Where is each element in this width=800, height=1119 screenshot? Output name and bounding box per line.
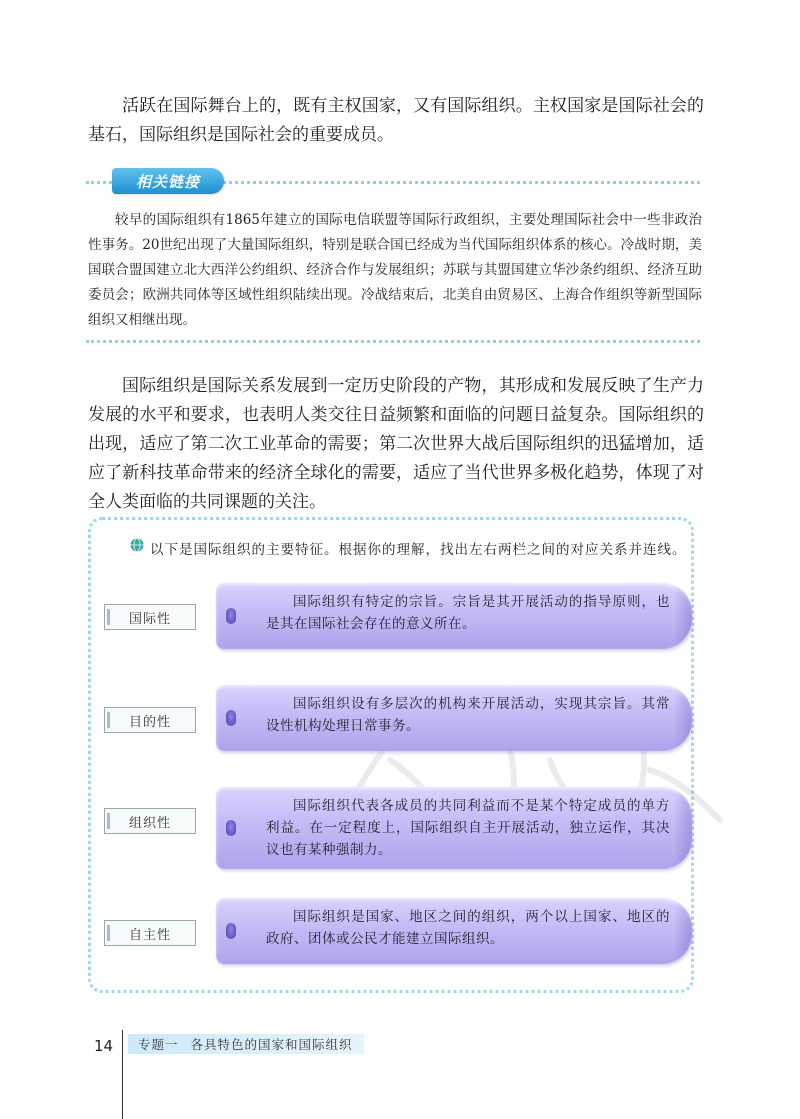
feature-box-purpose[interactable] xyxy=(104,707,196,733)
connector-dot-icon xyxy=(226,608,236,624)
related-link-label: 相关链接 xyxy=(112,168,224,194)
description-text: 国际组织是国家、地区之间的组织，两个以上国家、地区的政府、团体或公民才能建立国际组织。 xyxy=(266,909,670,947)
connector-dot-icon xyxy=(226,923,236,939)
footer-divider xyxy=(122,1030,123,1119)
page-number: 14 xyxy=(94,1037,114,1055)
footer-chapter-band xyxy=(128,1034,364,1054)
footer-topic: 专题一 xyxy=(138,1037,179,1052)
feature-box-autonomy[interactable] xyxy=(104,920,196,946)
connector-dot-icon xyxy=(226,820,236,836)
feature-bar xyxy=(107,712,110,728)
description-text: 国际组织代表各成员的共同利益而不是某个特定成员的单方利益。在一定程度上，国际组织自主开展活动，独立运作，其决议也有某种强制力。 xyxy=(266,798,670,858)
intro-paragraph: 活跃在国际舞台上的，既有主权国家，又有国际组织。主权国家是国际社会的基石，国际组织是国际社会的重要成员。 xyxy=(88,96,704,145)
description-card-1[interactable] xyxy=(216,583,692,649)
globe-bullet-icon xyxy=(130,538,144,552)
connector-dot-icon xyxy=(226,710,236,726)
description-card-2[interactable] xyxy=(216,685,692,751)
description-card-3[interactable] xyxy=(216,787,692,869)
feature-label: 国际性 xyxy=(128,611,171,627)
description-text: 国际组织有特定的宗旨。宗旨是其开展活动的指导原则，也是其在国际社会存在的意义所在。 xyxy=(266,594,670,632)
feature-label: 目的性 xyxy=(128,714,171,730)
feature-box-international[interactable] xyxy=(104,604,196,630)
footer-title: 各具特色的国家和国际组织 xyxy=(190,1037,353,1052)
activity-instruction xyxy=(130,538,687,558)
feature-bar xyxy=(107,609,110,625)
feature-label: 自主性 xyxy=(128,927,171,943)
description-card-4[interactable] xyxy=(216,898,692,964)
main-paragraph: 国际组织是国际关系发展到一定历史阶段的产物，其形成和发展反映了生产力发展的水平和要求，也表明人类交往日益频繁和面临的问题日益复杂。国际组织的出现，适应了第二次工业革命的需要；第二次世界大战后国际组织的迅猛增加，适应了新科技革命带来的经济全球化的需要，适应了当代世界多极化趋势，体现了对全人类面临的共同课题的关注。 xyxy=(88,376,704,512)
feature-bar xyxy=(107,925,110,941)
feature-box-organization[interactable] xyxy=(104,808,196,834)
feature-label: 组织性 xyxy=(128,815,171,831)
instruction-text: 以下是国际组织的主要特征。根据你的理解，找出左右两栏之间的对应关系并连线。 xyxy=(150,542,687,558)
feature-bar xyxy=(107,813,110,829)
description-text: 国际组织设有多层次的机构来开展活动，实现其宗旨。其常设性机构处理日常事务。 xyxy=(266,696,670,734)
link-bottom-divider xyxy=(86,340,700,343)
related-link-text: 较早的国际组织有1865年建立的国际电信联盟等国际行政组织，主要处理国际社会中一些非政治性事务。20世纪出现了大量国际组织，特别是联合国已经成为当代国际组织体系的核心。冷战时期，美国联合盟国建立北大西洋公约组织、经济合作与发展组织；苏联与其盟国建立华沙条约组织、经济互助委员会；欧洲共同体等区域性组织陆续出现。冷战结束后，北美自由贸易区、上海合作组织等新型国际组织又相继出现。 xyxy=(88,212,702,328)
